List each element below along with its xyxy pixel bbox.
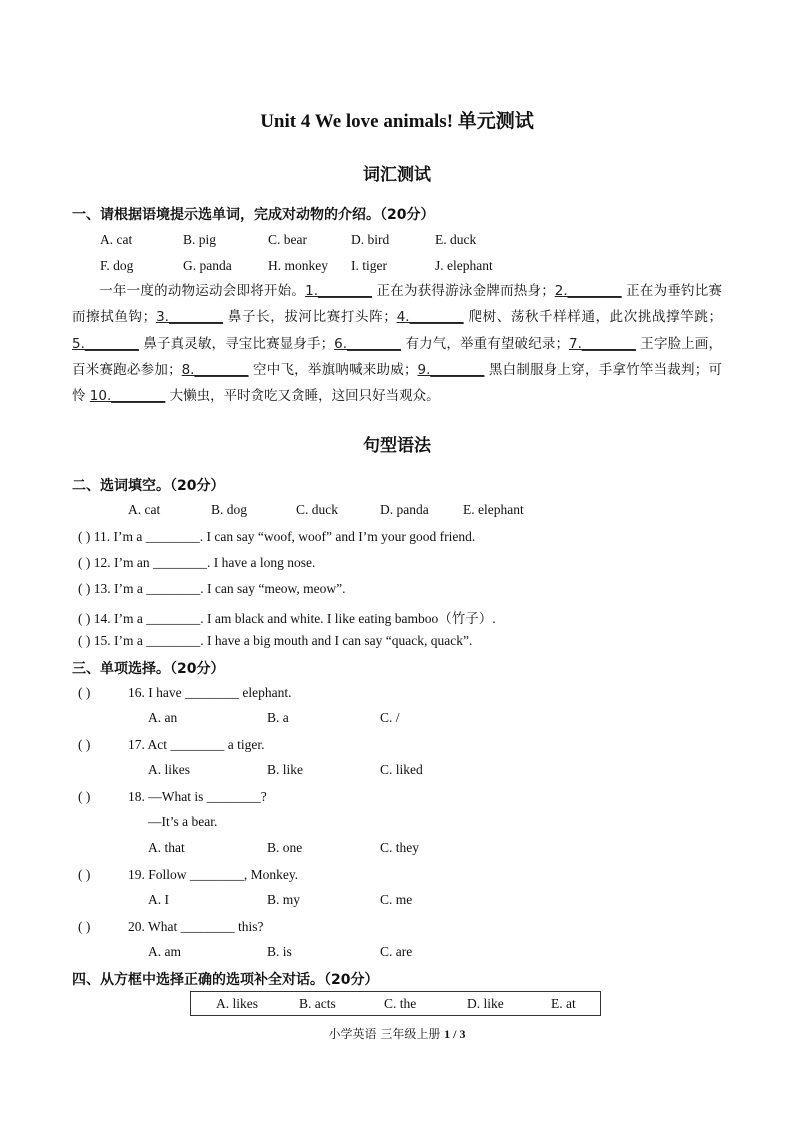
choice-a: A. likes xyxy=(148,762,190,777)
page-title: Unit 4 We love animals! 单元测试 xyxy=(260,111,534,132)
choice-a: A. am xyxy=(148,944,181,959)
option: F. dog xyxy=(100,258,134,273)
passage-text: 有力气，举重有望破纪录； xyxy=(401,335,569,352)
answer-blank: 6.________ xyxy=(334,335,402,352)
answer-blank: 5.________ xyxy=(72,335,139,352)
question-stem: 19. Follow ________, Monkey. xyxy=(128,867,299,882)
choice-c: C. / xyxy=(380,710,400,725)
part1-heading: 一、请根据语境提示选单词，完成对动物的介绍。（20分） xyxy=(72,207,435,223)
choice-b: B. a xyxy=(267,710,289,725)
option: E. elephant xyxy=(463,502,524,517)
answer-paren: ( ) xyxy=(78,789,91,804)
option: D. bird xyxy=(351,232,390,247)
choice-c: C. are xyxy=(380,944,413,959)
question-stem: 18. —What is ________? xyxy=(128,789,267,804)
option: C. bear xyxy=(268,232,307,247)
passage-text: 正在为获得游泳金牌而热身； xyxy=(372,283,555,299)
answer-paren: ( ) xyxy=(78,737,91,752)
question-15: ( ) 15. I’m a ________. I have a big mouth and I can say “quack, quack”. xyxy=(78,633,473,648)
option: B. dog xyxy=(211,502,248,517)
option: H. monkey xyxy=(268,258,328,273)
passage-text: 鼻子真灵敏，寻宝比赛显身手； xyxy=(138,335,335,352)
choice-b: B. like xyxy=(267,762,303,777)
option: A. cat xyxy=(128,502,161,517)
passage-text: 黑白制服身上穿，手拿竹竿当裁判；可怜 xyxy=(72,361,723,405)
choice-a: A. I xyxy=(148,892,169,907)
answer-blank: 9.________ xyxy=(417,361,485,378)
passage-text: 一年一度的动物运动会即将开始。 xyxy=(99,283,306,299)
animal-passage xyxy=(72,278,722,409)
question-14: ( ) 14. I’m a ________. I am black and white. I like eating bamboo（竹子）. xyxy=(78,611,496,626)
footer-text: 小学英语 三年级上册 xyxy=(328,1027,445,1041)
passage-text: 王字脸上画，百米赛跑必参加； xyxy=(72,335,722,378)
option: A. cat xyxy=(100,232,133,247)
passage-text: 空中飞，举旗呐喊来助威； xyxy=(248,361,418,378)
choice-b: B. my xyxy=(267,892,301,907)
answer-blank: 4.________ xyxy=(396,309,464,326)
option: E. duck xyxy=(435,232,477,247)
grammar-heading: 句型语法 xyxy=(363,436,431,455)
choice-c: C. liked xyxy=(380,762,423,777)
word-option: C. the xyxy=(384,996,417,1011)
choice-a: A. an xyxy=(148,710,178,725)
passage-text: 大懒虫，平时贪吃又贪睡，这回只好当观众。 xyxy=(165,388,440,405)
word-option: E. at xyxy=(551,996,576,1011)
option: J. elephant xyxy=(435,258,493,273)
question-stem: 16. I have ________ elephant. xyxy=(128,685,292,700)
choice-c: C. they xyxy=(380,840,419,855)
question-reply: —It’s a bear. xyxy=(148,814,218,829)
answer-blank: 10.________ xyxy=(89,388,166,405)
option: D. panda xyxy=(380,502,429,517)
passage-text: 正在为垂钓比赛而擦拭鱼钩； xyxy=(72,283,723,326)
choice-b: B. is xyxy=(267,944,292,959)
option: G. panda xyxy=(183,258,232,273)
option: I. tiger xyxy=(351,258,387,273)
part2-heading: 二、选词填空。（20分） xyxy=(72,478,225,494)
answer-blank: 7.________ xyxy=(568,335,636,352)
page-footer xyxy=(0,1025,794,1042)
question-stem: 17. Act ________ a tiger. xyxy=(128,737,265,752)
word-option: A. likes xyxy=(216,996,258,1011)
choice-c: C. me xyxy=(380,892,413,907)
answer-blank: 8.________ xyxy=(181,361,249,378)
question-12: ( ) 12. I’m an ________. I have a long nose. xyxy=(78,555,316,570)
answer-paren: ( ) xyxy=(78,685,91,700)
page-number: 1 / 3 xyxy=(444,1027,466,1041)
question-13: ( ) 13. I’m a ________. I can say “meow, meow”. xyxy=(78,581,346,596)
option: C. duck xyxy=(296,502,338,517)
answer-blank: 1.________ xyxy=(305,283,373,299)
passage-text: 爬树、荡秋千样样通，此次挑战撑竿跳； xyxy=(463,309,723,326)
choice-b: B. one xyxy=(267,840,303,855)
vocab-heading: 词汇测试 xyxy=(363,165,431,184)
answer-blank: 3.________ xyxy=(156,309,223,326)
option: B. pig xyxy=(183,232,217,247)
part3-heading: 三、单项选择。（20分） xyxy=(72,661,225,677)
answer-paren: ( ) xyxy=(78,919,91,934)
part4-heading: 四、从方框中选择正确的选项补全对话。（20分） xyxy=(72,972,379,988)
word-box xyxy=(190,991,601,1016)
question-stem: 20. What ________ this? xyxy=(128,919,264,934)
word-option: B. acts xyxy=(299,996,336,1011)
passage-text: 鼻子长，拔河比赛打头阵； xyxy=(222,309,397,326)
answer-blank: 2.________ xyxy=(554,283,622,299)
answer-paren: ( ) xyxy=(78,867,91,882)
question-11: ( ) 11. I’m a ________. I can say “woof, woof” and I’m your good friend. xyxy=(78,529,476,544)
word-option: D. like xyxy=(467,996,504,1011)
choice-a: A. that xyxy=(148,840,185,855)
